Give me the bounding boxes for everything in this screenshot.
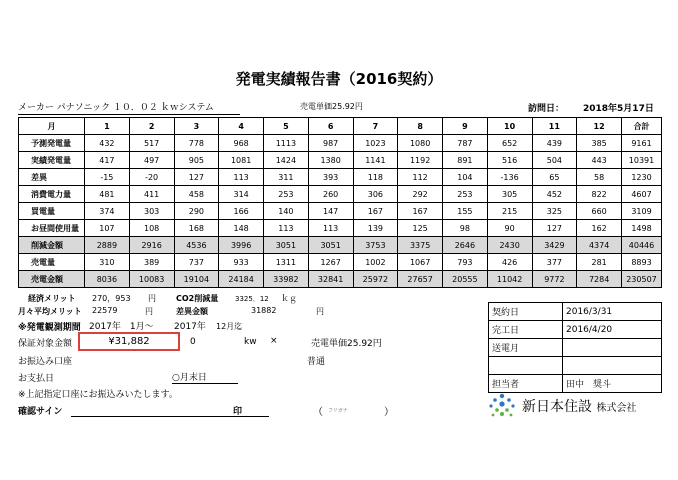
table-cell: 10083 — [129, 271, 174, 288]
transfer-account-type: 普通 — [307, 357, 326, 367]
table-cell: 253 — [443, 186, 488, 203]
table-cell: 25972 — [353, 271, 398, 288]
table-cell: 1002 — [353, 254, 398, 271]
table-cell: 148 — [219, 220, 264, 237]
table-cell: 155 — [443, 203, 488, 220]
table-cell: 167 — [398, 203, 443, 220]
diff-amount-value: 31882 — [251, 306, 277, 315]
guarantee-label: 保証対象金額 — [18, 339, 73, 349]
monthly-merit-value: 22579 — [92, 306, 118, 315]
table-cell: 1267 — [308, 254, 353, 271]
table-cell: 24184 — [219, 271, 264, 288]
table-cell: 1113 — [264, 135, 309, 152]
column-header: 8 — [398, 118, 443, 135]
table-row — [19, 271, 662, 288]
column-header: 9 — [443, 118, 488, 135]
total-cell: 3109 — [622, 203, 662, 220]
table-cell: 516 — [487, 152, 532, 169]
column-header: 月 — [19, 118, 85, 135]
column-header: 合計 — [622, 118, 662, 135]
table-cell: 11042 — [487, 271, 532, 288]
table-cell: 660 — [577, 203, 622, 220]
table-cell: 1141 — [353, 152, 398, 169]
company-name — [522, 396, 636, 416]
contract-value: 田中 奨斗 — [563, 375, 662, 393]
table-cell: 292 — [398, 186, 443, 203]
table-cell: 389 — [129, 254, 174, 271]
row-label: 差異 — [19, 169, 85, 186]
period-from: 2017年 1月～ — [89, 322, 154, 332]
table-cell: 107 — [85, 220, 130, 237]
column-header: 11 — [532, 118, 577, 135]
table-cell: 104 — [443, 169, 488, 186]
table-cell: 933 — [219, 254, 264, 271]
guarantee-zero: 0 — [190, 337, 196, 347]
contract-label: 担当者 — [489, 375, 563, 393]
table-cell: 90 — [487, 220, 532, 237]
table-cell: 325 — [532, 203, 577, 220]
table-cell: 3753 — [353, 237, 398, 254]
guarantee-amount-box: ¥31,882 — [78, 332, 180, 351]
table-cell: 374 — [85, 203, 130, 220]
table-cell: 481 — [85, 186, 130, 203]
table-cell: 7284 — [577, 271, 622, 288]
diff-amount-unit: 円 — [316, 307, 324, 316]
table-cell: 891 — [443, 152, 488, 169]
table-cell: 113 — [308, 220, 353, 237]
total-cell: 230507 — [622, 271, 662, 288]
table-cell: 33982 — [264, 271, 309, 288]
contract-row — [489, 375, 662, 393]
table-cell: 108 — [129, 220, 174, 237]
contract-row — [489, 321, 662, 339]
table-cell: 2646 — [443, 237, 488, 254]
contract-value — [563, 357, 662, 375]
table-cell: 20555 — [443, 271, 488, 288]
total-cell: 9161 — [622, 135, 662, 152]
table-cell: 417 — [85, 152, 130, 169]
table-cell: 19104 — [174, 271, 219, 288]
table-cell: 3051 — [308, 237, 353, 254]
company-name-suffix: 株式会社 — [596, 403, 637, 414]
table-cell: 166 — [219, 203, 264, 220]
table-cell: 2430 — [487, 237, 532, 254]
monthly-merit-label: 月々平均メリット — [18, 307, 82, 316]
company-logo-icon — [485, 392, 519, 422]
table-cell: 8036 — [85, 271, 130, 288]
table-cell: 1081 — [219, 152, 264, 169]
payment-date-value: ○月末日 — [172, 370, 238, 384]
total-cell: 8893 — [622, 254, 662, 271]
unit-price-label: 売電単価25.92円 — [300, 102, 363, 111]
table-cell: 311 — [264, 169, 309, 186]
visit-date-value: 2018年5月17日 — [583, 104, 654, 114]
table-row — [19, 135, 662, 152]
table-cell: 1311 — [264, 254, 309, 271]
co2-value: 3325．12 — [235, 295, 269, 303]
table-cell: 504 — [532, 152, 577, 169]
monthly-generation-table — [18, 117, 662, 288]
table-cell: 4536 — [174, 237, 219, 254]
table-cell: -15 — [85, 169, 130, 186]
table-cell: 432 — [85, 135, 130, 152]
row-label: 買電量 — [19, 203, 85, 220]
table-cell: 905 — [174, 152, 219, 169]
table-row — [19, 220, 662, 237]
table-cell: 290 — [174, 203, 219, 220]
table-cell: 58 — [577, 169, 622, 186]
confirm-sign-label: 確認サイン — [18, 407, 63, 417]
table-cell: 127 — [174, 169, 219, 186]
row-label: 売電量 — [19, 254, 85, 271]
table-cell: 1080 — [398, 135, 443, 152]
table-cell: 127 — [532, 220, 577, 237]
report-title: 発電実績報告書（2016契約） — [235, 70, 443, 88]
table-cell: 9772 — [532, 271, 577, 288]
table-cell: 2916 — [129, 237, 174, 254]
guarantee-kw: kw — [244, 337, 257, 347]
table-cell: -136 — [487, 169, 532, 186]
furigana-close-paren: ） — [384, 407, 394, 418]
column-header: 12 — [577, 118, 622, 135]
period-to-month: 12月迄 — [216, 322, 243, 331]
table-cell: 98 — [443, 220, 488, 237]
table-cell: 281 — [577, 254, 622, 271]
period-label: ※発電観測期間 — [18, 323, 81, 333]
table-cell: 162 — [577, 220, 622, 237]
table-cell: 3375 — [398, 237, 443, 254]
table-cell: 987 — [308, 135, 353, 152]
econ-merit-value: 270，953 — [92, 294, 131, 303]
table-cell: 1380 — [308, 152, 353, 169]
table-cell: 139 — [353, 220, 398, 237]
table-cell: 452 — [532, 186, 577, 203]
contract-label: 送電月 — [489, 339, 563, 357]
econ-merit-label: 経済メリット — [28, 294, 76, 303]
table-cell: 652 — [487, 135, 532, 152]
contract-label: 契約日 — [489, 303, 563, 321]
table-row — [19, 203, 662, 220]
table-cell: 140 — [264, 203, 309, 220]
column-header: 4 — [219, 118, 264, 135]
column-header: 1 — [85, 118, 130, 135]
contract-label — [489, 357, 563, 375]
table-cell: 260 — [308, 186, 353, 203]
co2-unit: ｋｇ — [281, 294, 297, 303]
co2-label: CO2削減量 — [176, 294, 219, 303]
table-cell: 125 — [398, 220, 443, 237]
row-label: 削減金額 — [19, 237, 85, 254]
table-row — [19, 186, 662, 203]
table-cell: 113 — [264, 220, 309, 237]
contract-label: 完工日 — [489, 321, 563, 339]
table-cell: 787 — [443, 135, 488, 152]
table-cell: 2889 — [85, 237, 130, 254]
visit-date-label: 訪問日： — [528, 104, 565, 114]
table-cell: 27657 — [398, 271, 443, 288]
contract-info-table — [488, 302, 662, 393]
table-cell: 147 — [308, 203, 353, 220]
row-label: 売電金額 — [19, 271, 85, 288]
table-cell: 393 — [308, 169, 353, 186]
table-cell: 443 — [577, 152, 622, 169]
transfer-account-label: お振込み口座 — [18, 357, 73, 367]
table-cell: 253 — [264, 186, 309, 203]
table-cell: 1192 — [398, 152, 443, 169]
table-cell: 118 — [353, 169, 398, 186]
total-cell: 1230 — [622, 169, 662, 186]
table-cell: 426 — [487, 254, 532, 271]
table-cell: 439 — [532, 135, 577, 152]
furigana-label: フリガナ — [328, 408, 348, 414]
maker-system-label: メーカー パナソニック １０．０２ ｋｗシステム — [18, 100, 240, 115]
table-cell: 303 — [129, 203, 174, 220]
row-label: 消費電力量 — [19, 186, 85, 203]
table-cell: 737 — [174, 254, 219, 271]
table-cell: 968 — [219, 135, 264, 152]
table-header-row — [19, 118, 662, 135]
company-name-main: 新日本住設 — [522, 399, 592, 415]
column-header: 6 — [308, 118, 353, 135]
row-label: 実績発電量 — [19, 152, 85, 169]
column-header: 10 — [487, 118, 532, 135]
table-cell: 314 — [219, 186, 264, 203]
total-cell: 40446 — [622, 237, 662, 254]
table-cell: 305 — [487, 186, 532, 203]
table-cell: -20 — [129, 169, 174, 186]
transfer-note: ※上記指定口座にお振込みいたします。 — [18, 390, 178, 400]
column-header: 2 — [129, 118, 174, 135]
table-cell: 517 — [129, 135, 174, 152]
total-cell: 10391 — [622, 152, 662, 169]
table-row — [19, 152, 662, 169]
table-cell: 3996 — [219, 237, 264, 254]
table-cell: 385 — [577, 135, 622, 152]
table-cell: 778 — [174, 135, 219, 152]
table-row — [19, 237, 662, 254]
furigana-open-paren: （ — [313, 407, 323, 418]
contract-value — [563, 339, 662, 357]
table-cell: 32841 — [308, 271, 353, 288]
table-cell: 4374 — [577, 237, 622, 254]
table-cell: 167 — [353, 203, 398, 220]
payment-date-label: お支払日 — [18, 374, 55, 384]
contract-row — [489, 339, 662, 357]
row-label: お昼間使用量 — [19, 220, 85, 237]
table-cell: 3429 — [532, 237, 577, 254]
table-cell: 822 — [577, 186, 622, 203]
table-cell: 112 — [398, 169, 443, 186]
column-header: 3 — [174, 118, 219, 135]
table-cell: 377 — [532, 254, 577, 271]
guarantee-times: × — [270, 336, 278, 346]
contract-value: 2016/4/20 — [563, 321, 662, 339]
table-cell: 306 — [353, 186, 398, 203]
contract-row — [489, 303, 662, 321]
table-cell: 1023 — [353, 135, 398, 152]
table-cell: 793 — [443, 254, 488, 271]
total-cell: 1498 — [622, 220, 662, 237]
table-cell: 411 — [129, 186, 174, 203]
contract-value: 2016/3/31 — [563, 303, 662, 321]
table-cell: 113 — [219, 169, 264, 186]
table-cell: 3051 — [264, 237, 309, 254]
table-cell: 168 — [174, 220, 219, 237]
table-cell: 458 — [174, 186, 219, 203]
table-cell: 1424 — [264, 152, 309, 169]
contract-row — [489, 357, 662, 375]
stamp-label: 印 — [233, 407, 243, 417]
table-cell: 1067 — [398, 254, 443, 271]
table-cell: 497 — [129, 152, 174, 169]
column-header: 7 — [353, 118, 398, 135]
table-cell: 215 — [487, 203, 532, 220]
row-label: 予測発電量 — [19, 135, 85, 152]
guarantee-unit-price: 売電単価25.92円 — [311, 339, 382, 349]
monthly-merit-unit: 円 — [145, 307, 153, 316]
total-cell: 4607 — [622, 186, 662, 203]
table-row — [19, 254, 662, 271]
table-row — [19, 169, 662, 186]
column-header: 5 — [264, 118, 309, 135]
diff-amount-label: 差異金額 — [176, 307, 208, 316]
table-cell: 65 — [532, 169, 577, 186]
table-cell: 310 — [85, 254, 130, 271]
econ-merit-unit: 円 — [148, 294, 156, 303]
period-to-year: 2017年 — [174, 322, 206, 332]
